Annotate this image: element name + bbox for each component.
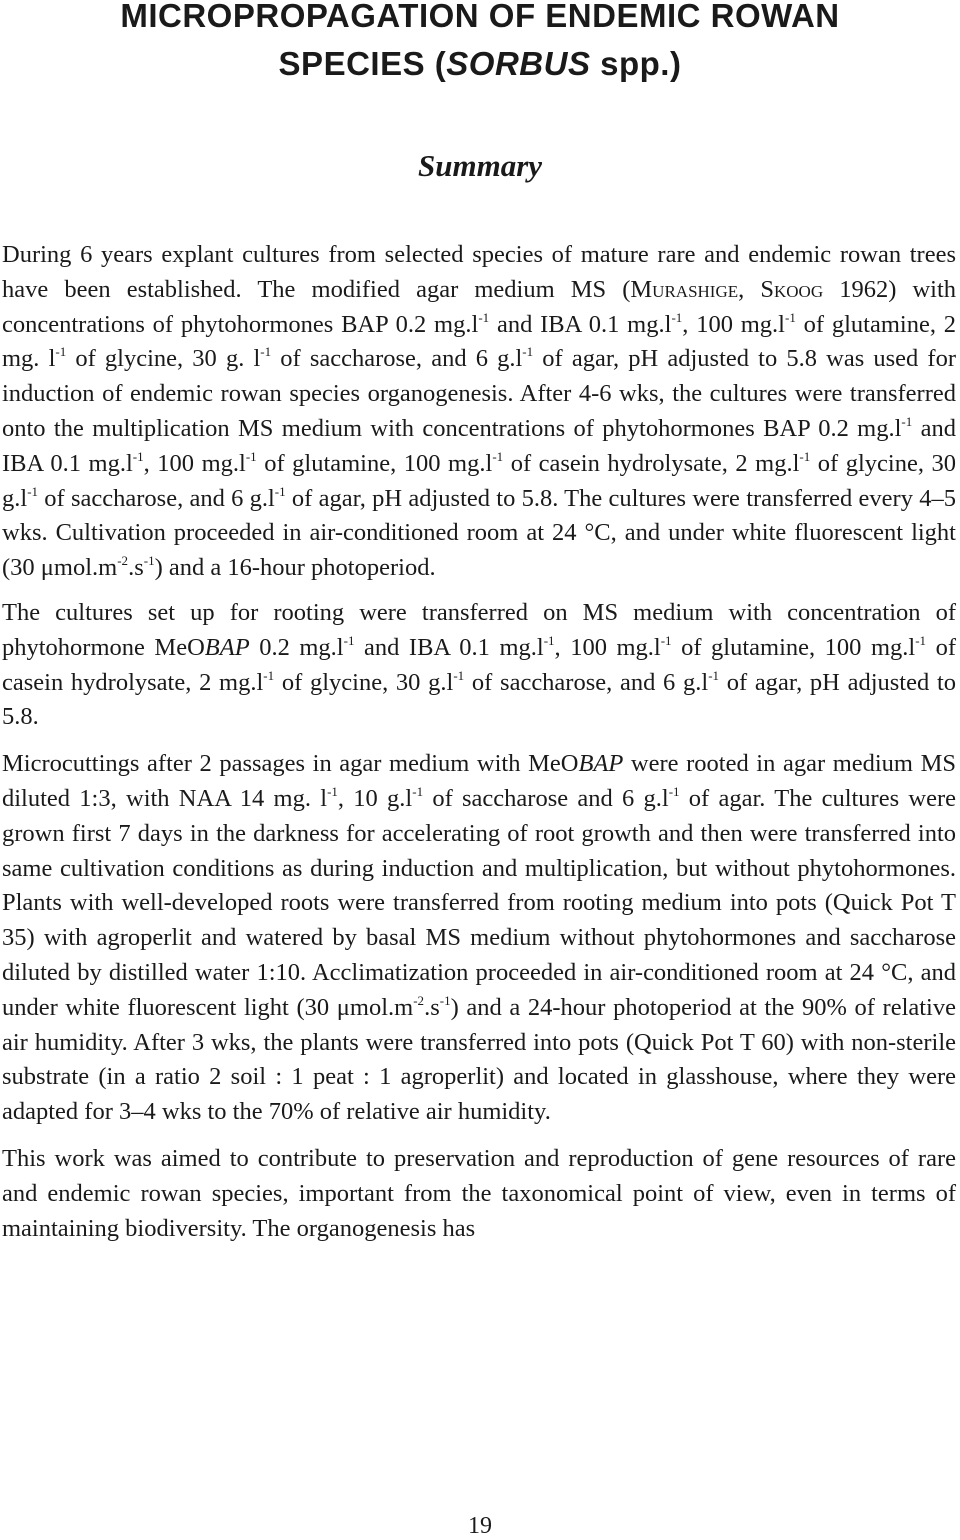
author-name: Murashige [630,275,739,303]
page-number: 19 [468,1513,492,1539]
title-line-2a: SPECIES ( [278,45,447,82]
summary-heading: Summary [417,148,543,183]
title-line-2b: spp.) [590,45,682,82]
paragraph-2: The cultures set up for rooting were transferred on MS medium with concentration of phytohormone MeOBAP 0.2 $mg.l^{-1}$ and IBA 0.1 $mg.l^{-1}$, 100 $mg.l^{-1}$ of glutamine, 100 $mg.l^{-1}$ of casein hydrolysate, 2 $mg.l^{-1}$ of glycine, 30 $g.l^{-1}$ of saccharose, and 6 $g.l^{-1}$ of agar, pH adjusted to 5.8. [2,598,957,731]
summary-body [2,238,956,1258]
paper-title [0,0,960,88]
paragraph-4: This work was aimed to contribute to preservation and reproduction of gene resources of rare and endemic rowan species, important from the taxonomical point of view, even in terms of maintaining biodiversity. The organogenesis has [2,1144,956,1242]
paragraph-3: Microcuttings after 2 passages in agar medium with MeOBAP were rooted in agar medium MS diluted 1:3, with NAA 14 mg. $l^{-1}$, 10 $g.l^{-1}$ of saccharose and 6 $g.l^{-1}$ of agar. The cultures were grown first 7 days in the darkness for accelerating of root growth and then were transferred into same cultivation conditions as during induction and multiplication, but without phytohormones. Plants with well-developed roots were transferred from rooting medium into pots (Quick Pot T 35) with agroperlit and watered by basal MS medium without phytohormones and saccharose diluted by distilled water 1:10. Acclimatization proceeded in air-conditioned room at 24 °C, and under white fluorescent light (30 $\mu mol.m^{-2}.s^{-1}$) and a 24-hour photoperiod at the 90% of relative air humidity. After 3 wks, the plants were transferred into pots (Quick Pot T 60) with non-sterile substrate (in a ratio 2 soil : 1 peat : 1 agroperlit) and located in glasshouse, where they were adapted for 3–4 wks to the 70% of relative air humidity. [2,750,956,1126]
title-line-1: MICROPROPAGATION OF ENDEMIC ROWAN [120,0,840,34]
title-species: SORBUS [446,45,591,82]
paragraph-1: During 6 years explant cultures from selected species of mature rare and endemic rowan trees have been established. The modified agar medium MS (Murashige, Skoog 1962) with concentrations of phytohormones BAP 0.2 $mg.l^{-1}$ and IBA 0.1 $mg.l^{-1}$, 100 $mg.l^{-1}$ of glutamine, 2 mg. $l^{-1}$ of glycine, 30 g. $l^{-1}$ of saccharose, and 6 $g.l^{-1}$ of agar, pH adjusted to 5.8 was used for induction of endemic rowan species organogenesis. After 4-6 wks, the cultures were transferred onto the multiplication MS medium with concentrations of phytohormones BAP 0.2 $mg.l^{-1}$ and IBA 0.1 $mg.l^{-1}$, 100 $mg.l^{-1}$ of glutamine, 100 $mg.l^{-1}$ of casein hydrolysate, 2 $mg.l^{-1}$ of glycine, 30 $g.l^{-1}$ of saccharose, and 6 $g.l^{-1}$ of agar, pH adjusted to 5.8. The cultures were transferred every 4–5 wks. Cultivation proceeded in air-conditioned room at 24 °C, and under white fluorescent light (30 $\mu mol.m^{-2}.s^{-1}$) and a 16-hour photoperiod. [2,241,957,582]
author-name: Skoog [760,275,824,303]
